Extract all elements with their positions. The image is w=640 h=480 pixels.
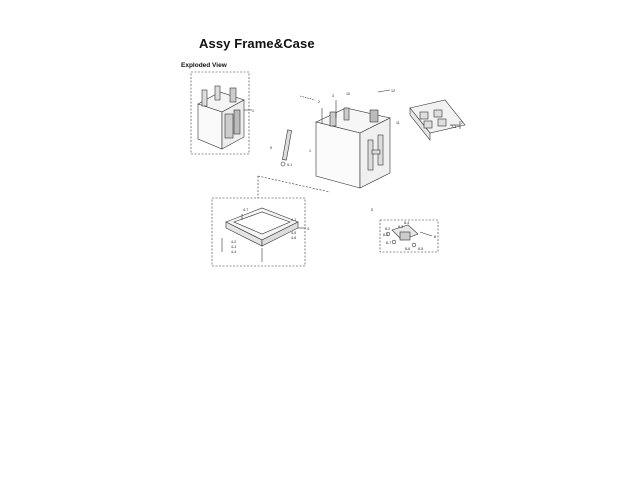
assembled-frame-inset — [191, 72, 252, 154]
callout-label: 4-7 — [243, 208, 249, 212]
callout-label: 9 — [270, 146, 272, 150]
callout-label: 3 — [332, 94, 334, 98]
callout-label: 4-1 — [291, 218, 297, 222]
callout-label: 8-7 — [386, 241, 392, 245]
back-panel — [410, 100, 465, 140]
callout-label: 8-3 — [398, 225, 404, 229]
callout-label: 2 — [318, 100, 320, 104]
callout-label: 9-1 — [287, 163, 293, 167]
callout-label: 7-1 — [451, 125, 457, 129]
callout-label: 8-6 — [405, 247, 411, 251]
main-case — [316, 100, 390, 188]
callout-label: 8-1 — [383, 233, 389, 237]
callout-label: 8-5 — [418, 247, 424, 251]
callout-label: 8 — [434, 235, 436, 239]
callout-label: 4-2 — [231, 240, 237, 244]
callout-label: 4 — [307, 227, 309, 231]
callout-label: 12 — [391, 89, 395, 93]
callout-label: 5 — [371, 208, 373, 212]
callout-label: 4-4 — [231, 250, 237, 254]
callout-label: 10 — [346, 92, 350, 96]
callout-label: 1 — [252, 109, 254, 113]
callout-label: 8-2 — [385, 227, 391, 231]
callout-label: 11 — [396, 121, 400, 125]
callout-label: 4-3 — [231, 245, 237, 249]
exploded-view-label: Exploded View — [181, 62, 227, 69]
page-title: Assy Frame&Case — [199, 36, 315, 51]
callout-label: 7 — [461, 121, 463, 125]
callout-label: 1 — [309, 149, 311, 153]
callout-label: 4-6 — [291, 236, 297, 240]
callout-label: 8-4 — [404, 221, 410, 225]
callout-label: 4-5 — [291, 231, 297, 235]
